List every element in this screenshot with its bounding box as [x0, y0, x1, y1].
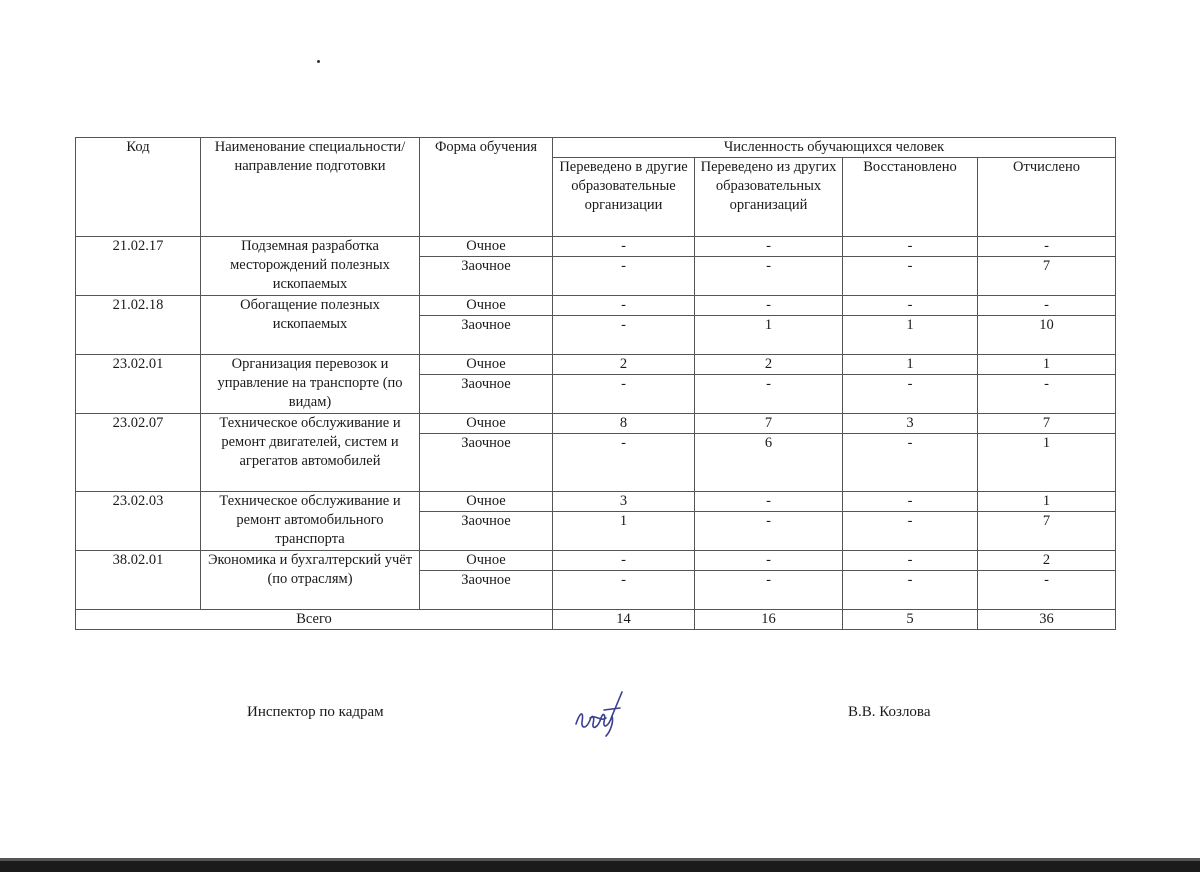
program-name: Экономика и бухгалтерский учёт (по отраслям) — [201, 551, 420, 610]
program-name: Техническое обслуживание и ремонт автомобильного транспорта — [201, 492, 420, 551]
study-form: Очное — [420, 296, 553, 316]
expelled-value: 1 — [978, 355, 1116, 375]
study-form: Очное — [420, 414, 553, 434]
restored-value: - — [843, 296, 978, 316]
transferred-in-value: - — [695, 257, 843, 296]
expelled-value: 1 — [978, 434, 1116, 492]
study-form: Очное — [420, 237, 553, 257]
program-name: Обогащение полезных ископаемых — [201, 296, 420, 355]
study-form: Заочное — [420, 512, 553, 551]
restored-value: - — [843, 257, 978, 296]
scanner-edge — [0, 858, 1200, 872]
table-body — [76, 237, 1116, 610]
header-student-count-group: Численность обучающихся человек — [553, 138, 1116, 158]
transferred-out-value: - — [553, 551, 695, 571]
header-transferred-in: Переведено из других образовательных организаций — [695, 158, 843, 237]
header-study-form: Форма обучения — [420, 138, 553, 237]
expelled-value: 2 — [978, 551, 1116, 571]
program-code: 21.02.18 — [76, 296, 201, 355]
total-label: Всего — [76, 610, 553, 630]
inspector-position: Инспектор по кадрам — [247, 704, 384, 720]
restored-value: - — [843, 375, 978, 414]
transferred-in-value: 2 — [695, 355, 843, 375]
transferred-out-value: - — [553, 571, 695, 610]
transferred-out-value: - — [553, 375, 695, 414]
table-row — [76, 296, 1116, 316]
header-transferred-out: Переведено в другие образовательные организации — [553, 158, 695, 237]
expelled-value: - — [978, 571, 1116, 610]
restored-value: - — [843, 434, 978, 492]
program-name: Организация перевозок и управление на транспорте (по видам) — [201, 355, 420, 414]
expelled-value: 7 — [978, 512, 1116, 551]
expelled-value: - — [978, 237, 1116, 257]
table-row — [76, 355, 1116, 375]
transferred-in-value: - — [695, 512, 843, 551]
transferred-in-value: - — [695, 296, 843, 316]
transferred-out-value: 8 — [553, 414, 695, 434]
header-code: Код — [76, 138, 201, 237]
program-code: 38.02.01 — [76, 551, 201, 610]
transferred-out-value: - — [553, 434, 695, 492]
expelled-value: 7 — [978, 257, 1116, 296]
signer-name: В.В. Козлова — [848, 704, 931, 720]
transferred-in-value: - — [695, 492, 843, 512]
expelled-value: 7 — [978, 414, 1116, 434]
program-code: 23.02.01 — [76, 355, 201, 414]
study-form: Очное — [420, 355, 553, 375]
table-row — [76, 237, 1116, 257]
transferred-in-value: 7 — [695, 414, 843, 434]
study-form: Заочное — [420, 316, 553, 355]
restored-value: - — [843, 237, 978, 257]
table-row — [76, 551, 1116, 571]
expelled-value: - — [978, 296, 1116, 316]
study-form: Очное — [420, 492, 553, 512]
restored-value: - — [843, 571, 978, 610]
expelled-value: 1 — [978, 492, 1116, 512]
restored-value: - — [843, 551, 978, 571]
transferred-out-value: - — [553, 237, 695, 257]
expelled-value: - — [978, 375, 1116, 414]
study-form: Заочное — [420, 434, 553, 492]
transferred-in-value: 6 — [695, 434, 843, 492]
study-form: Заочное — [420, 571, 553, 610]
study-form: Заочное — [420, 257, 553, 296]
transferred-out-value: - — [553, 316, 695, 355]
header-program-name: Наименование специальности/направление подготовки — [201, 138, 420, 237]
program-code: 23.02.03 — [76, 492, 201, 551]
header-expelled: Отчислено — [978, 158, 1116, 237]
restored-value: - — [843, 492, 978, 512]
program-name: Подземная разработка месторождений полезных ископаемых — [201, 237, 420, 296]
program-code: 21.02.17 — [76, 237, 201, 296]
restored-value: - — [843, 512, 978, 551]
study-form: Заочное — [420, 375, 553, 414]
restored-value: 1 — [843, 355, 978, 375]
restored-value: 3 — [843, 414, 978, 434]
staff-movement-table — [75, 137, 1116, 630]
table-row — [76, 414, 1116, 434]
total-row — [76, 610, 1116, 630]
total-restored: 5 — [843, 610, 978, 630]
transferred-out-value: - — [553, 296, 695, 316]
total-expelled: 36 — [978, 610, 1116, 630]
expelled-value: 10 — [978, 316, 1116, 355]
scan-speck — [317, 60, 320, 63]
transferred-in-value: 1 — [695, 316, 843, 355]
transferred-out-value: 3 — [553, 492, 695, 512]
study-form: Очное — [420, 551, 553, 571]
transferred-out-value: 2 — [553, 355, 695, 375]
header-restored: Восстановлено — [843, 158, 978, 237]
transferred-in-value: - — [695, 571, 843, 610]
transferred-in-value: - — [695, 551, 843, 571]
transferred-in-value: - — [695, 237, 843, 257]
transferred-out-value: - — [553, 257, 695, 296]
restored-value: 1 — [843, 316, 978, 355]
total-transferred-out: 14 — [553, 610, 695, 630]
handwritten-signature — [570, 688, 634, 740]
table-row — [76, 492, 1116, 512]
total-transferred-in: 16 — [695, 610, 843, 630]
transferred-in-value: - — [695, 375, 843, 414]
program-code: 23.02.07 — [76, 414, 201, 492]
transferred-out-value: 1 — [553, 512, 695, 551]
program-name: Техническое обслуживание и ремонт двигателей, систем и агрегатов автомобилей — [201, 414, 420, 492]
